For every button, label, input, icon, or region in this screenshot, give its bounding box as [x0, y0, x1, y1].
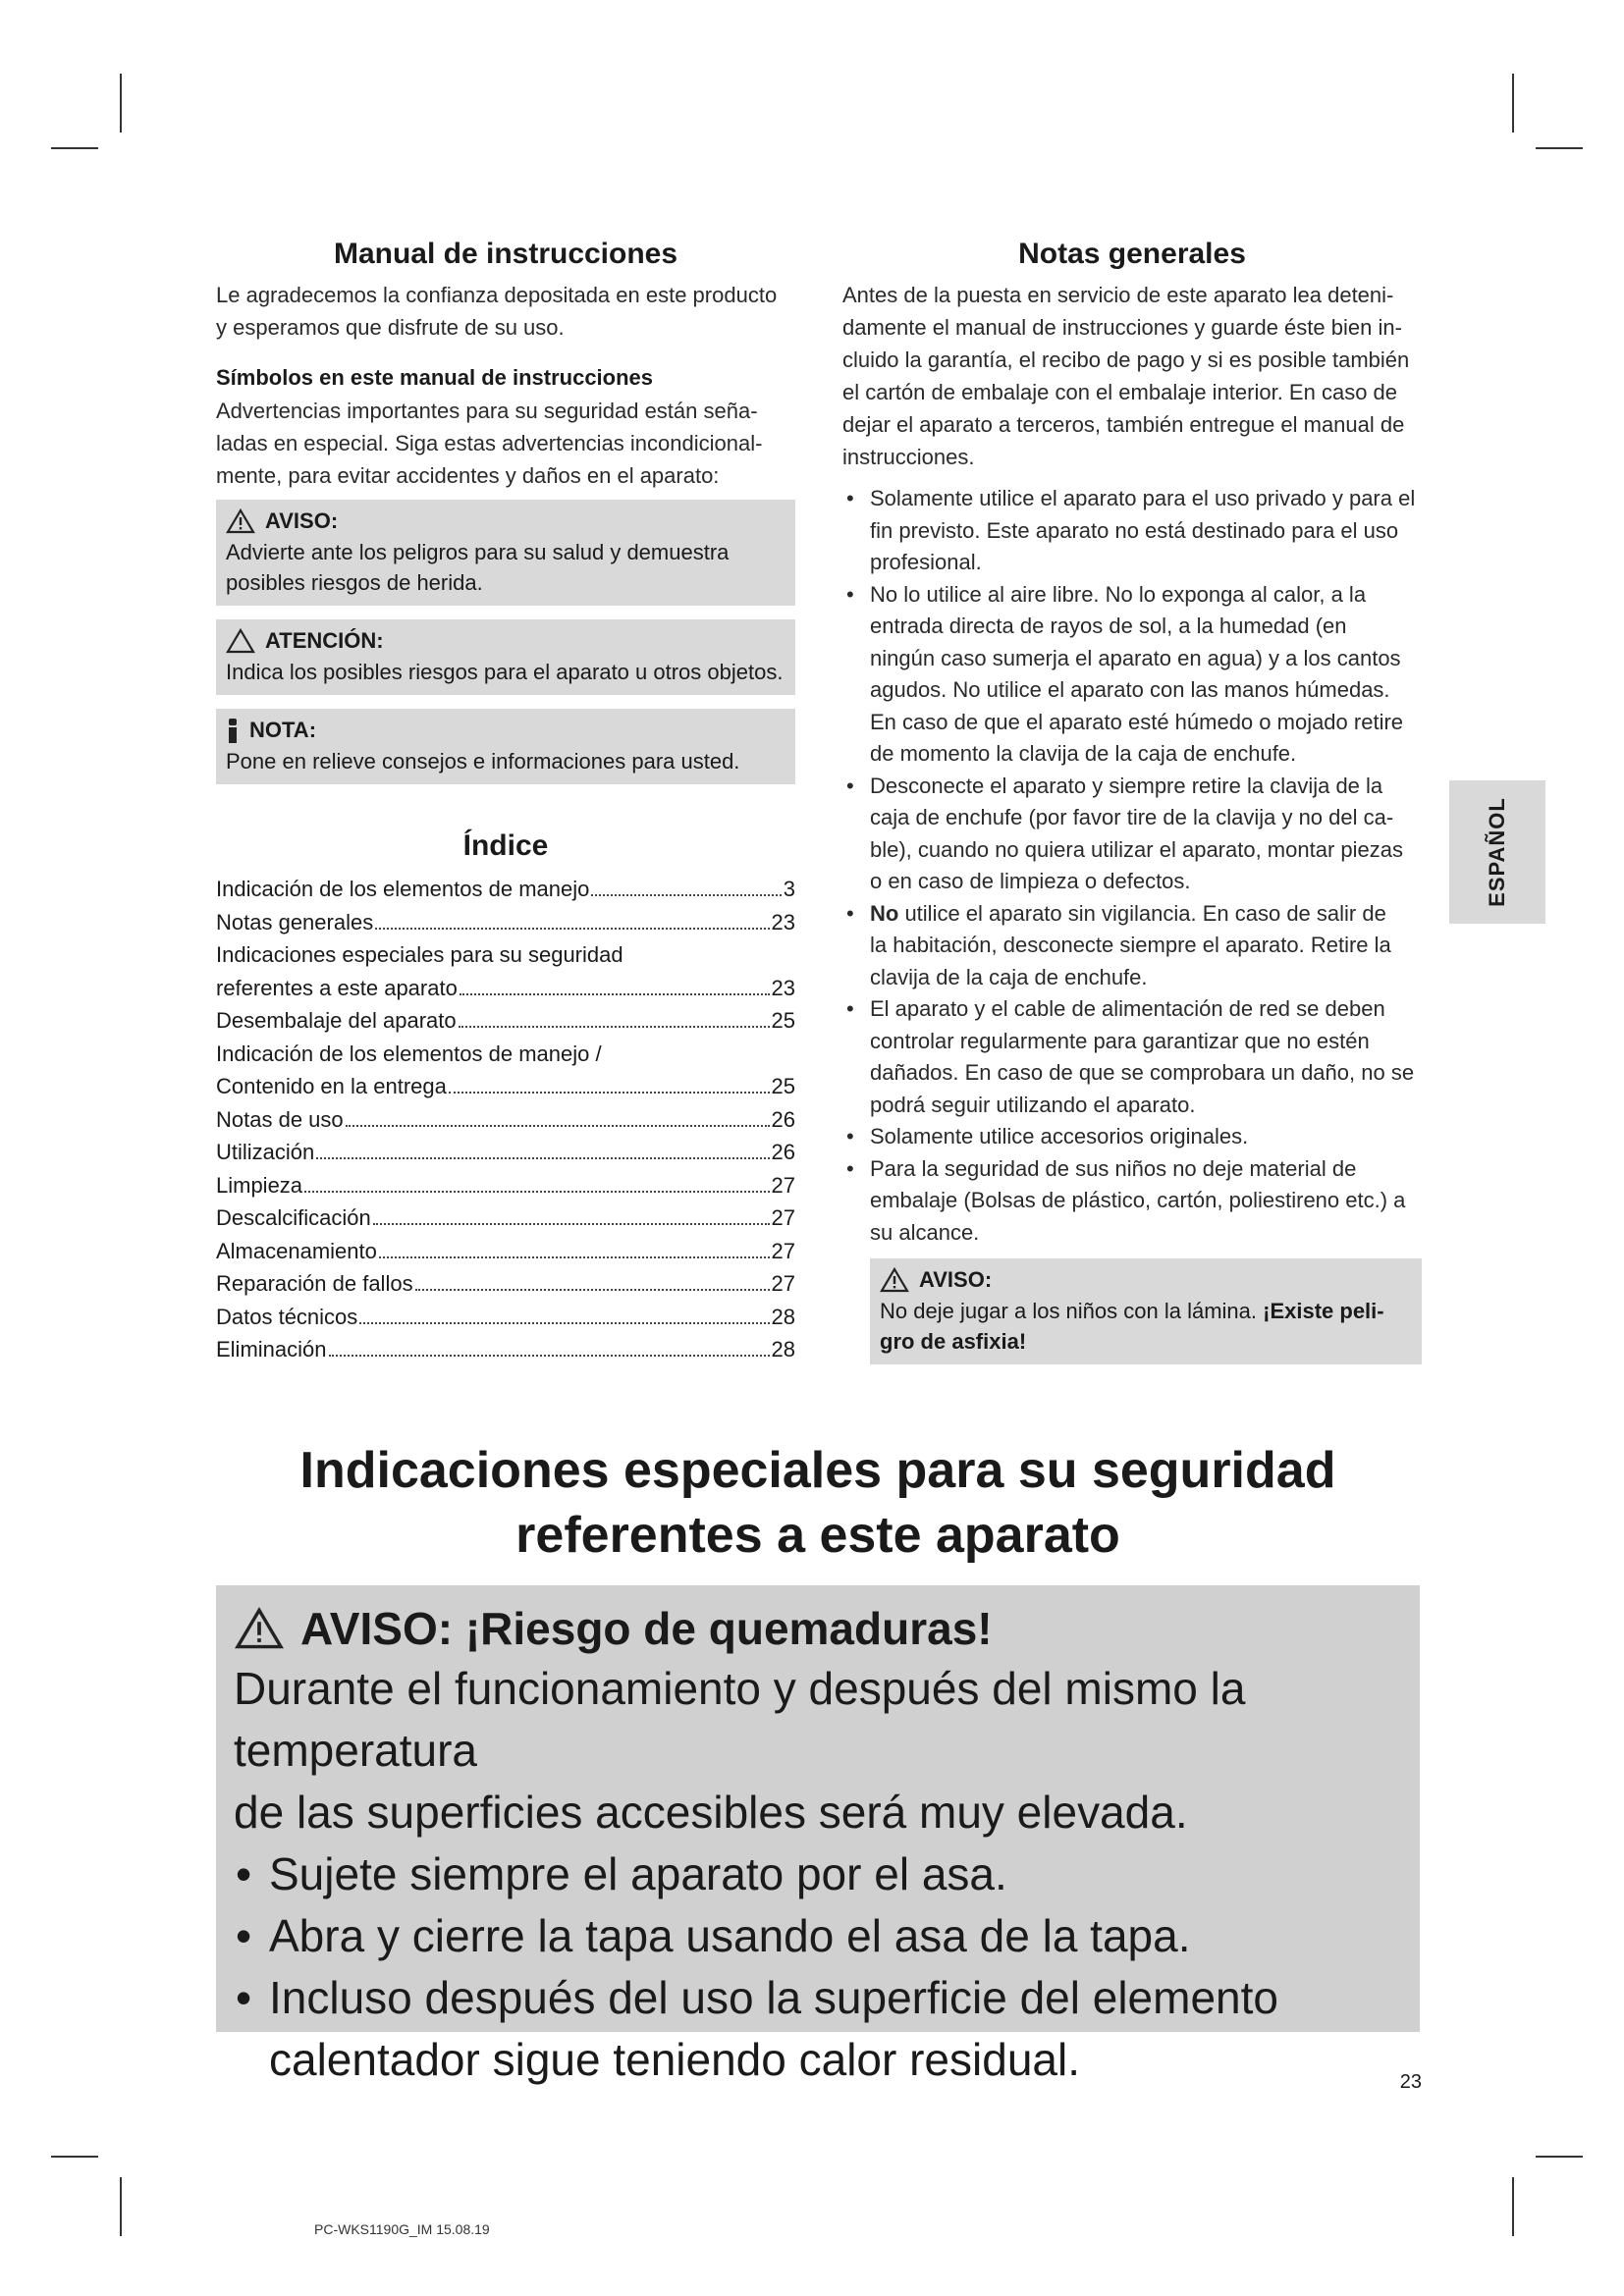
crop-mark	[51, 147, 98, 149]
footer-code: PC-WKS1190G_IM 15.08.19	[314, 2221, 490, 2237]
toc-row[interactable]: referentes a este aparato 23	[216, 975, 795, 1000]
page-number: 23	[1399, 2071, 1422, 2093]
safety-bullet-list	[842, 483, 1422, 1249]
burn-warning-title: AVISO: ¡Riesgo de quemaduras!	[300, 1603, 993, 1654]
list-item: • Solamente utilice el aparato para el uso privado y para el fin previsto. Este aparato no está destinado para el uso profesional.	[842, 483, 1422, 579]
list-item: • Incluso después del uso la superficie del elemento calentador sigue teniendo calor residual.	[234, 1967, 1402, 2091]
list-item: • Para la seguridad de sus niños no deje material de embalaje (Bolsas de plástico, cartón, poliestireno etc.) a su alcance.	[842, 1153, 1422, 1250]
toc-row[interactable]: Indicaciones especiales para su seguridad	[216, 942, 623, 967]
language-tab	[1449, 780, 1545, 924]
nota-box: NOTA: Pone en relieve consejos e informaciones para usted.	[216, 709, 795, 784]
list-item: • Sujete siempre el aparato por el asa.	[234, 1843, 1402, 1905]
crop-mark	[1536, 2156, 1583, 2158]
atencion-box: ATENCIÓN: Indica los posibles riesgos para el aparato u otros objetos.	[216, 619, 795, 695]
table-of-contents	[216, 873, 795, 1366]
list-item: • Desconecte el aparato y siempre retire la clavija de la caja de enchufe (por favor tire de la clavija y no del ca- ble), cuando no quiera utilizar el aparato, montar piezas o en caso de limpieza o defectos.	[842, 771, 1422, 898]
crop-mark	[51, 2156, 98, 2158]
list-item: • No lo utilice al aire libre. No lo exponga al calor, a la entrada directa de rayos de sol, a la humedad (en ningún caso sumerja el aparato en agua) y a los cantos agudos. No utilice el aparato con las manos húmedas. En caso de que el aparato esté húmedo o mojado retire de momento la clavija de la caja de enchufe.	[842, 579, 1422, 771]
manual-intro: Le agradecemos la confianza depositada en este producto y esperamos que disfrute de su uso.	[216, 283, 778, 340]
toc-row[interactable]: Notas generales 23	[216, 909, 795, 934]
aviso-title: AVISO:	[919, 1267, 993, 1292]
warning-icon	[226, 508, 255, 534]
list-item: • Abra y cierre la tapa usando el asa de la tapa.	[234, 1905, 1402, 1967]
aviso-title: AVISO:	[265, 508, 339, 533]
toc-row[interactable]: Almacenamiento 27	[216, 1238, 795, 1263]
symbols-text: Advertencias importantes para su seguridad están seña- ladas en especial. Siga estas advertencias incondicional- mente, para evitar accidentes y daños en el aparato:	[216, 399, 763, 488]
general-notes-title: Notas generales	[1018, 238, 1246, 270]
crop-mark	[1536, 147, 1583, 149]
burn-warning-box: AVISO: ¡Riesgo de quemaduras! Durante el funcionamiento y después del mismo la temperatura de las superficies accesibles será muy elevada. • Sujete siempre el aparato por el asa. • Abra y cierre la tapa usando el asa de la tapa. • Incluso después del uso la superficie del elemento calentador sigue teniendo calor residual.	[216, 1585, 1420, 2032]
warning-icon	[226, 628, 255, 654]
crop-mark	[1512, 2177, 1514, 2236]
burn-warning-list	[234, 1843, 1402, 2091]
crop-mark	[120, 74, 122, 133]
warning-icon	[234, 1607, 285, 1650]
warning-icon	[880, 1267, 909, 1293]
nota-title: NOTA:	[249, 718, 317, 742]
toc-row[interactable]: Descalcificación 27	[216, 1205, 795, 1230]
aviso-box: AVISO: Advierte ante los peligros para su salud y demuestra posibles riesgos de herida.	[216, 500, 795, 606]
toc-row[interactable]: Utilización 26	[216, 1140, 795, 1164]
list-item: • Solamente utilice accesorios originales.	[842, 1121, 1422, 1153]
toc-row[interactable]: Desembalaje del aparato 25	[216, 1008, 795, 1033]
safety-section-title: Indicaciones especiales para su seguridad referentes a este aparato	[299, 1442, 1336, 1564]
aviso-asfixia-box: AVISO: No deje jugar a los niños con la lámina. ¡Existe peli- gro de asfixia!	[870, 1258, 1422, 1364]
toc-row[interactable]: Indicación de los elementos de manejo 3	[216, 877, 795, 901]
right-column	[842, 236, 1422, 1364]
crop-mark	[1512, 74, 1514, 133]
general-notes-intro: Antes de la puesta en servicio de este aparato lea deteni- damente el manual de instrucciones y guarde éste bien in- cluido la garantía, el recibo de pago y si es posible también el cartón de embalaje con el embalaje interior. En caso de dejar el aparato a terceros, también entregue el manual de instrucciones.	[842, 283, 1410, 469]
toc-row[interactable]: Reparación de fallos 27	[216, 1271, 795, 1296]
toc-row[interactable]: Notas de uso 26	[216, 1106, 795, 1132]
language-tab-label: ESPAÑOL	[1485, 797, 1509, 907]
atencion-title: ATENCIÓN:	[265, 628, 384, 653]
manual-title: Manual de instrucciones	[333, 238, 678, 270]
list-item: • No utilice el aparato sin vigilancia. En caso de salir de la habitación, desconecte siempre el aparato. Retire la clavija de la caja de enchufe.	[842, 898, 1422, 994]
toc-row[interactable]: Eliminación 28	[216, 1337, 795, 1362]
left-column	[216, 236, 795, 1366]
toc-row[interactable]: Datos técnicos 28	[216, 1304, 795, 1329]
crop-mark	[120, 2177, 122, 2236]
toc-row[interactable]: Limpieza 27	[216, 1172, 795, 1198]
info-icon	[226, 718, 240, 743]
toc-row[interactable]: Indicación de los elementos de manejo /	[216, 1041, 602, 1066]
list-item: • El aparato y el cable de alimentación de red se deben controlar regularmente para garantizar que no estén dañados. En caso de que se comprobara un daño, no se podrá seguir utilizando el aparato.	[842, 993, 1422, 1121]
index-title: Índice	[462, 829, 549, 862]
symbols-heading: Símbolos en este manual de instrucciones	[216, 365, 654, 390]
toc-row[interactable]: Contenido en la entrega 25	[216, 1074, 795, 1098]
